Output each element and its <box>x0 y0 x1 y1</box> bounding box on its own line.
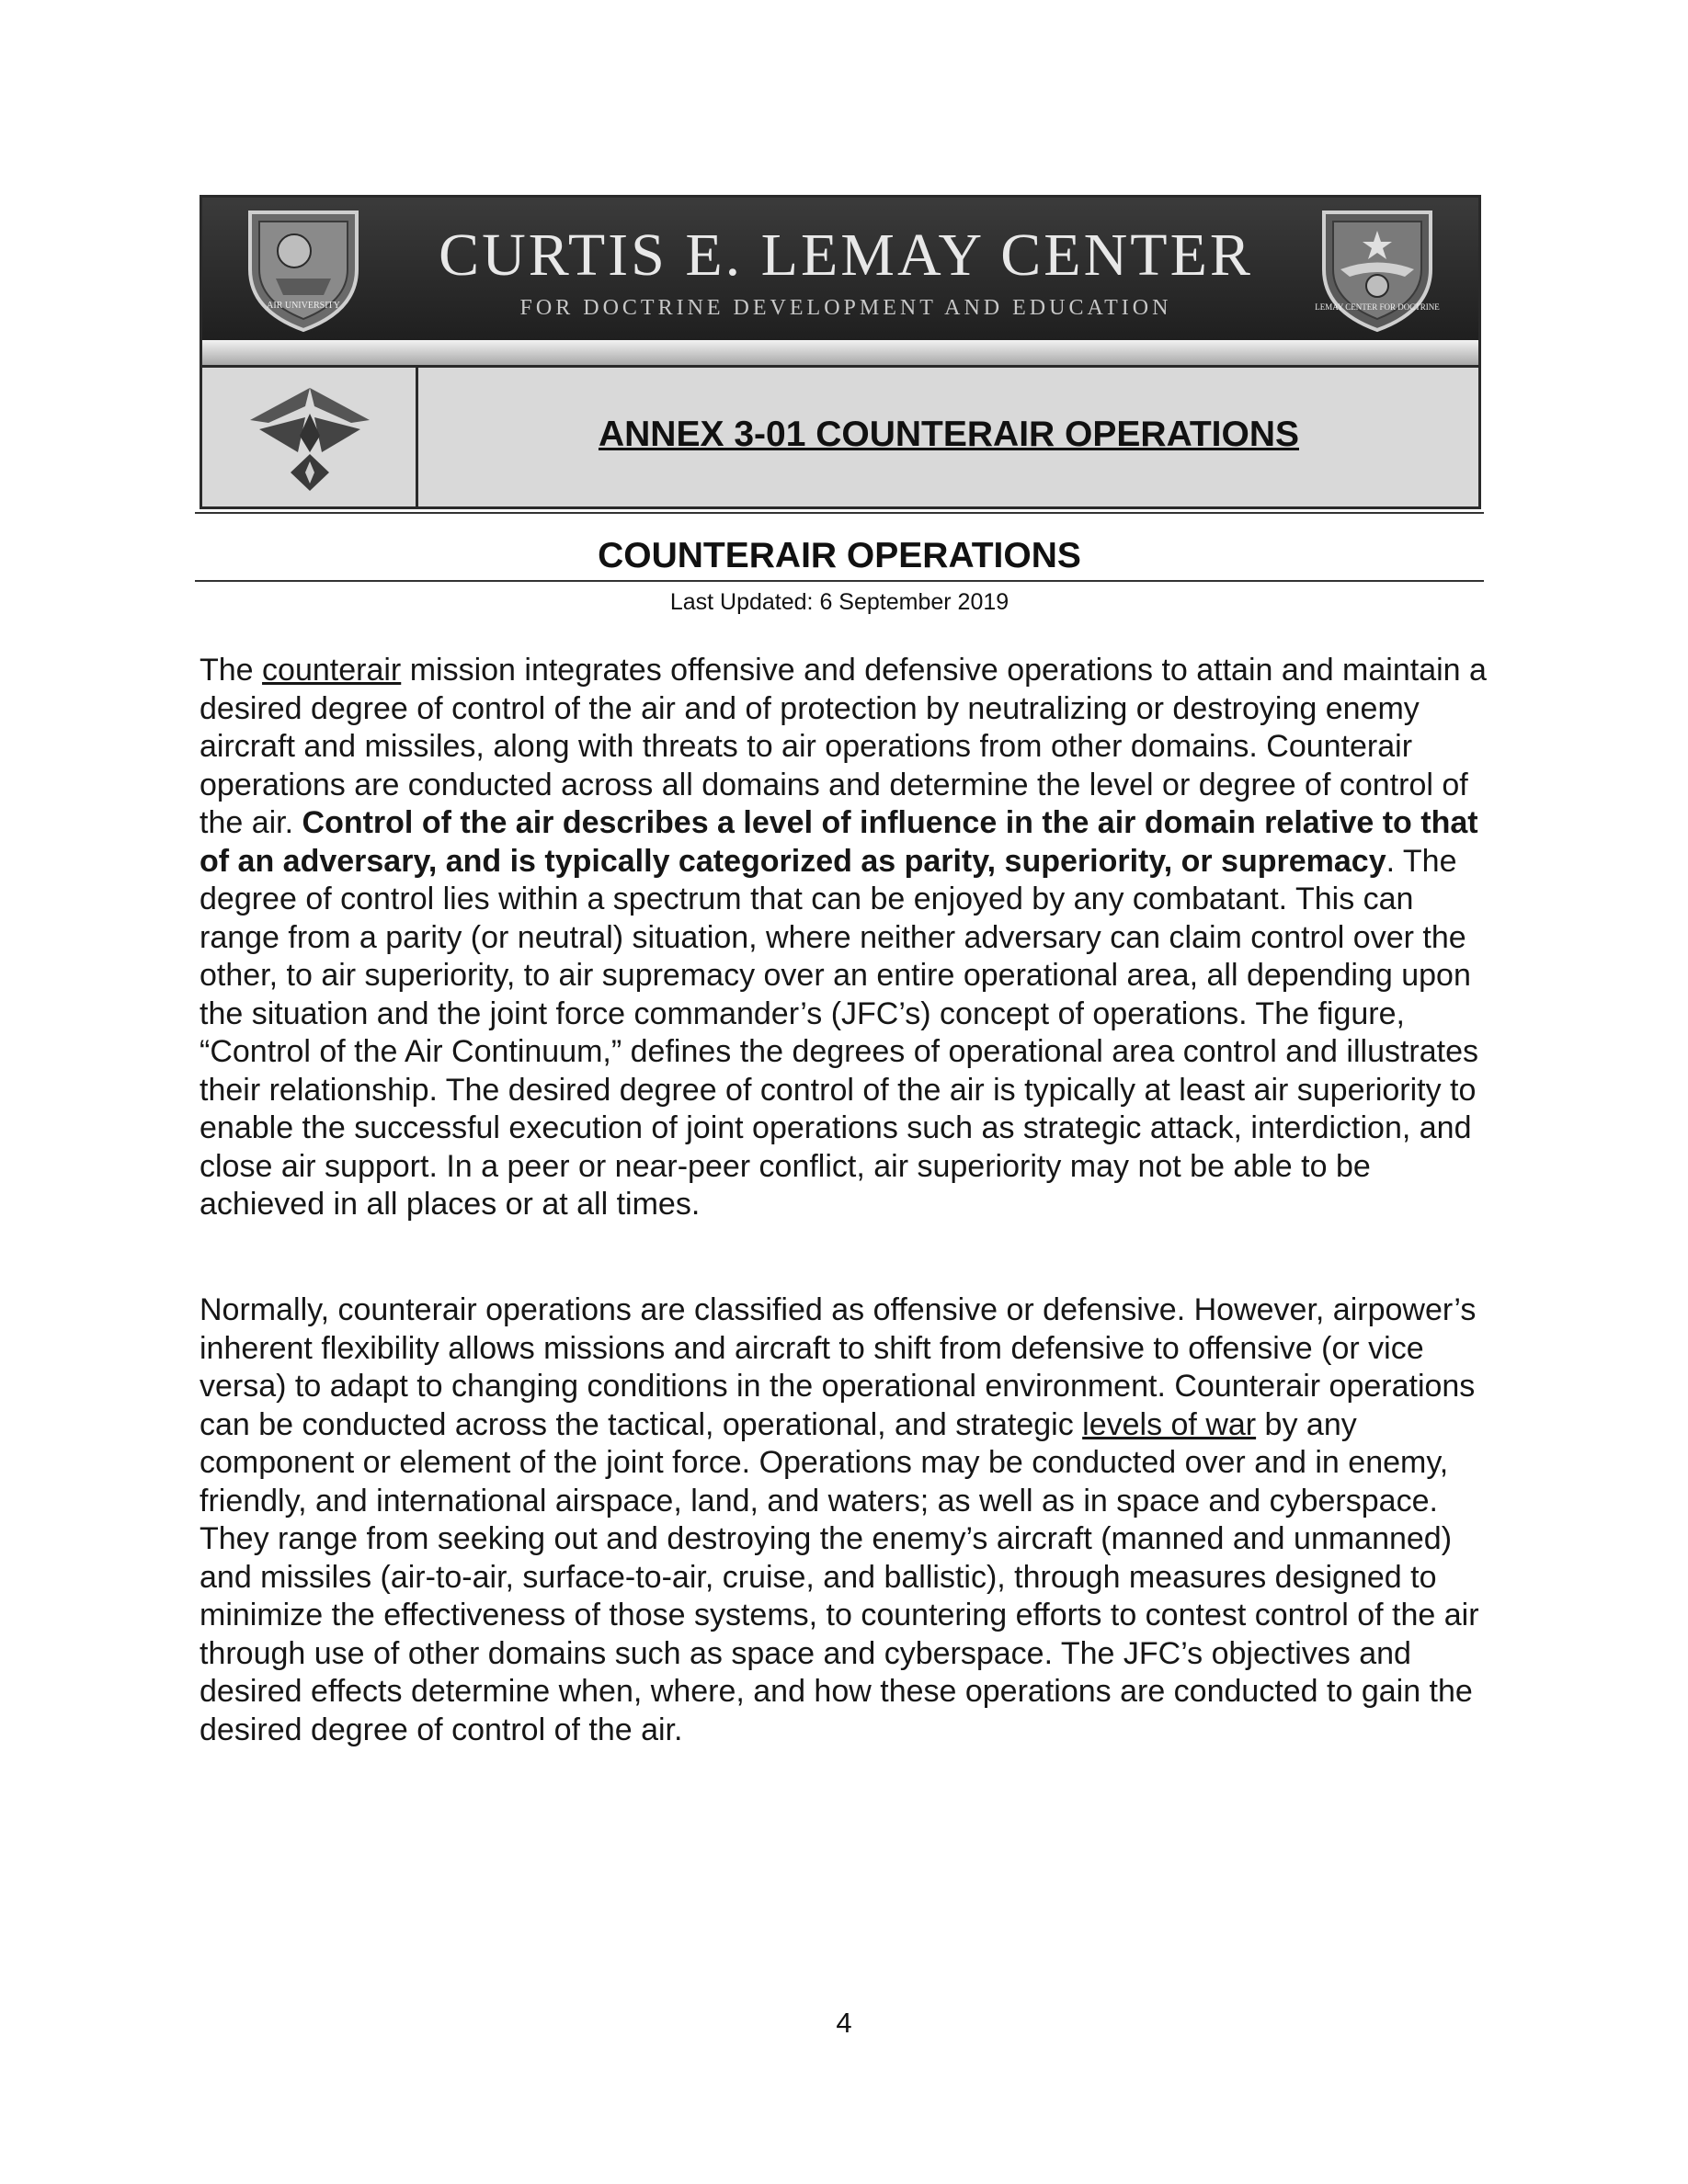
paragraph-control-of-air <box>200 652 1496 1224</box>
section-title: COUNTERAIR OPERATIONS <box>598 536 1081 575</box>
page-number: 4 <box>836 2007 852 2039</box>
paragraph-text: The <box>200 653 263 688</box>
section-title-rule <box>195 580 1484 582</box>
air-university-seal-icon <box>239 205 368 334</box>
svg-text:AIR UNIVERSITY: AIR UNIVERSITY <box>267 301 340 311</box>
emphasized-definition: Control of the air describes a level of influence in the air domain relative to that of an adversary, and is typically categorized as parity, superiority, or supremacy <box>200 805 1478 879</box>
svg-text:LEMAY CENTER FOR DOCTRINE: LEMAY CENTER FOR DOCTRINE <box>1315 302 1440 312</box>
header-banner <box>200 195 1481 509</box>
counterair-link[interactable]: counterair <box>262 653 402 688</box>
paragraph-text: by any component or element of the joint force. Operations may be conducted over and in enemy, friendly, and international airspace, land, and waters; as well as in space and cyberspace. They range from seeking out and destroying the enemy’s aircraft (manned and unmanned) and missiles (air-to-air, surface-to-air, cruise, and ballistic), through measures designed to minimize the effectiveness of those systems, to countering efforts to contest control of the air through use of other domains such as space and cyberspace. The JFC’s objectives and desired effects determine when, where, and how these operations are conducted to gain the desired degree of control of the air. <box>200 1406 1479 1747</box>
last-updated: Last Updated: 6 September 2019 <box>669 589 1009 615</box>
levels-of-war-link[interactable]: levels of war <box>1082 1406 1257 1442</box>
banner-separator <box>202 340 1478 368</box>
air-force-logo-panel <box>202 368 418 506</box>
center-subtitle: FOR DOCTRINE DEVELOPMENT AND EDUCATION <box>519 296 1172 320</box>
lemay-center-seal-icon <box>1313 205 1442 334</box>
center-name: CURTIS E. LEMAY CENTER <box>439 222 1253 289</box>
paragraph-text: . The degree of control lies within a spectrum that can be enjoyed by any combatant. This can range from a parity (or neutral) situation, where neither adversary can claim control over the other, to air superiority, to air supremacy over an entire operational area, all depending upon the situation and the joint force commander’s (JFC’s) concept of operations. The figure, “Control of the Air Continuum,” defines the degrees of operational area control and illustrates their relationship. The desired degree of control of the air is typically at least air superiority to enable the successful execution of joint operations such as strategic attack, interdiction, and close air support. In a peer or near-peer conflict, air superiority may not be able to be achieved in all places or at all times. <box>200 843 1479 1222</box>
air-force-symbol-icon <box>241 379 379 498</box>
header-rule <box>195 512 1484 514</box>
paragraph-offensive-defensive <box>200 1291 1496 1749</box>
paragraph-text: mission integrates offensive and defensive operations to attain and maintain a desired degree of control of the air and of protection by neutralizing or destroying enemy aircraft and missiles, along with threats to air operations from other domains. Counterair operations are conducted across all domains and determine the level or degree of control of the air. <box>200 653 1487 840</box>
paragraph-text: Normally, counterair operations are classified as offensive or defensive. However, airpower’s inherent flexibility allows missions and aircraft to shift from defensive to offensive (or vice versa) to adapt to changing conditions in the operational environment. Counterair operations can be conducted across the tactical, operational, and strategic <box>200 1292 1477 1442</box>
annex-title: ANNEX 3-01 COUNTERAIR OPERATIONS <box>598 415 1300 454</box>
